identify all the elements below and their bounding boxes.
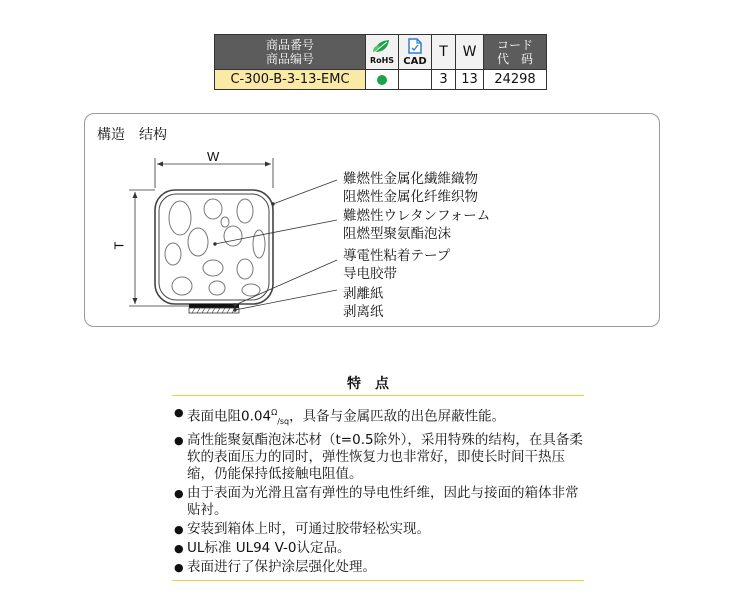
label-paper-jp: 剥離紙 — [343, 286, 384, 302]
rohs-status-cell — [366, 70, 399, 90]
features-rule-bottom — [172, 580, 584, 581]
structure-panel — [84, 113, 660, 327]
header-product-number-cn: 商品编号 — [265, 52, 314, 66]
label-foam-jp: 難燃性ウレタンフォーム — [343, 208, 491, 224]
structure-title: 構造 结构 — [97, 127, 167, 143]
header-w: W — [456, 35, 484, 70]
table-row — [215, 70, 547, 90]
features-rule-top — [172, 395, 584, 396]
feature-1-pre: 表面电阻0.04 — [187, 408, 272, 425]
header-code-jp: コード — [496, 38, 533, 52]
feature-item-6: ● 表面进行了保护涂层强化处理。 — [174, 559, 586, 576]
label-fabric-cn: 阻燃性金属化纤维织物 — [343, 189, 478, 205]
feature-item-2: ● 高性能聚氨酯泡沫芯材（t=0.5除外），采用特殊的结构，在具备柔软的表面压力的同时，弹性恢复力也非常好，即使长时间干热压缩，仍能保持低接触电阻值。 — [174, 432, 586, 483]
w-value-cell: 13 — [456, 70, 484, 90]
label-tape-jp: 導電性粘着テープ — [343, 248, 451, 264]
part-number-cell: C-300-B-3-13-EMC — [215, 70, 366, 90]
code-value-cell: 24298 — [484, 70, 547, 90]
cad-status-cell — [399, 70, 432, 90]
label-fabric-jp: 難燃性金属化繊維織物 — [343, 171, 478, 187]
leader-fabric — [273, 180, 337, 204]
conductive-tape — [189, 304, 239, 308]
feature-item-4: ● 安装到箱体上时，可通过胶带轻松实现。 — [174, 521, 586, 538]
t-arrow-top — [133, 192, 138, 198]
header-product-number — [215, 35, 366, 70]
release-paper — [189, 308, 239, 313]
label-foam-cn: 阻燃型聚氨酯泡沫 — [343, 226, 451, 242]
rohs-label: RoHS — [369, 56, 395, 65]
w-arrow-left — [157, 162, 163, 167]
feature-1-omega: Ω — [271, 408, 278, 417]
green-dot-icon — [377, 75, 387, 85]
rohs-leaf-icon — [372, 39, 392, 53]
feature-item-3: ● 由于表面为光滑且富有弹性的导电性纤维，因此与接面的箱体非常贴衬。 — [174, 485, 586, 519]
w-arrow-right — [265, 162, 271, 167]
t-arrow-bottom — [133, 298, 138, 304]
header-code — [484, 35, 547, 70]
feature-1-post: ，具备与金属匹敌的出色屏蔽性能。 — [289, 408, 506, 425]
header-t: T — [432, 35, 456, 70]
label-tape-cn: 导电胶带 — [343, 266, 397, 282]
header-cad — [399, 35, 432, 70]
features-title: 特点 — [347, 376, 403, 392]
dim-t-label: T — [111, 241, 127, 250]
features-list — [174, 404, 586, 578]
dim-w-label: W — [207, 149, 220, 164]
header-product-number-jp: 商品番号 — [265, 38, 314, 52]
feature-item-5: ● UL标准 UL94 V-0认定品。 — [174, 540, 586, 557]
header-code-cn: 代 码 — [496, 52, 533, 66]
cad-label: CAD — [403, 55, 427, 67]
label-paper-cn: 剥离纸 — [343, 304, 384, 320]
feature-1-sq: /sq — [277, 417, 290, 427]
feature-item-1 — [174, 404, 586, 430]
header-rohs — [366, 35, 399, 70]
cad-file-icon — [408, 38, 422, 54]
spec-table — [214, 34, 547, 90]
t-value-cell: 3 — [432, 70, 456, 90]
